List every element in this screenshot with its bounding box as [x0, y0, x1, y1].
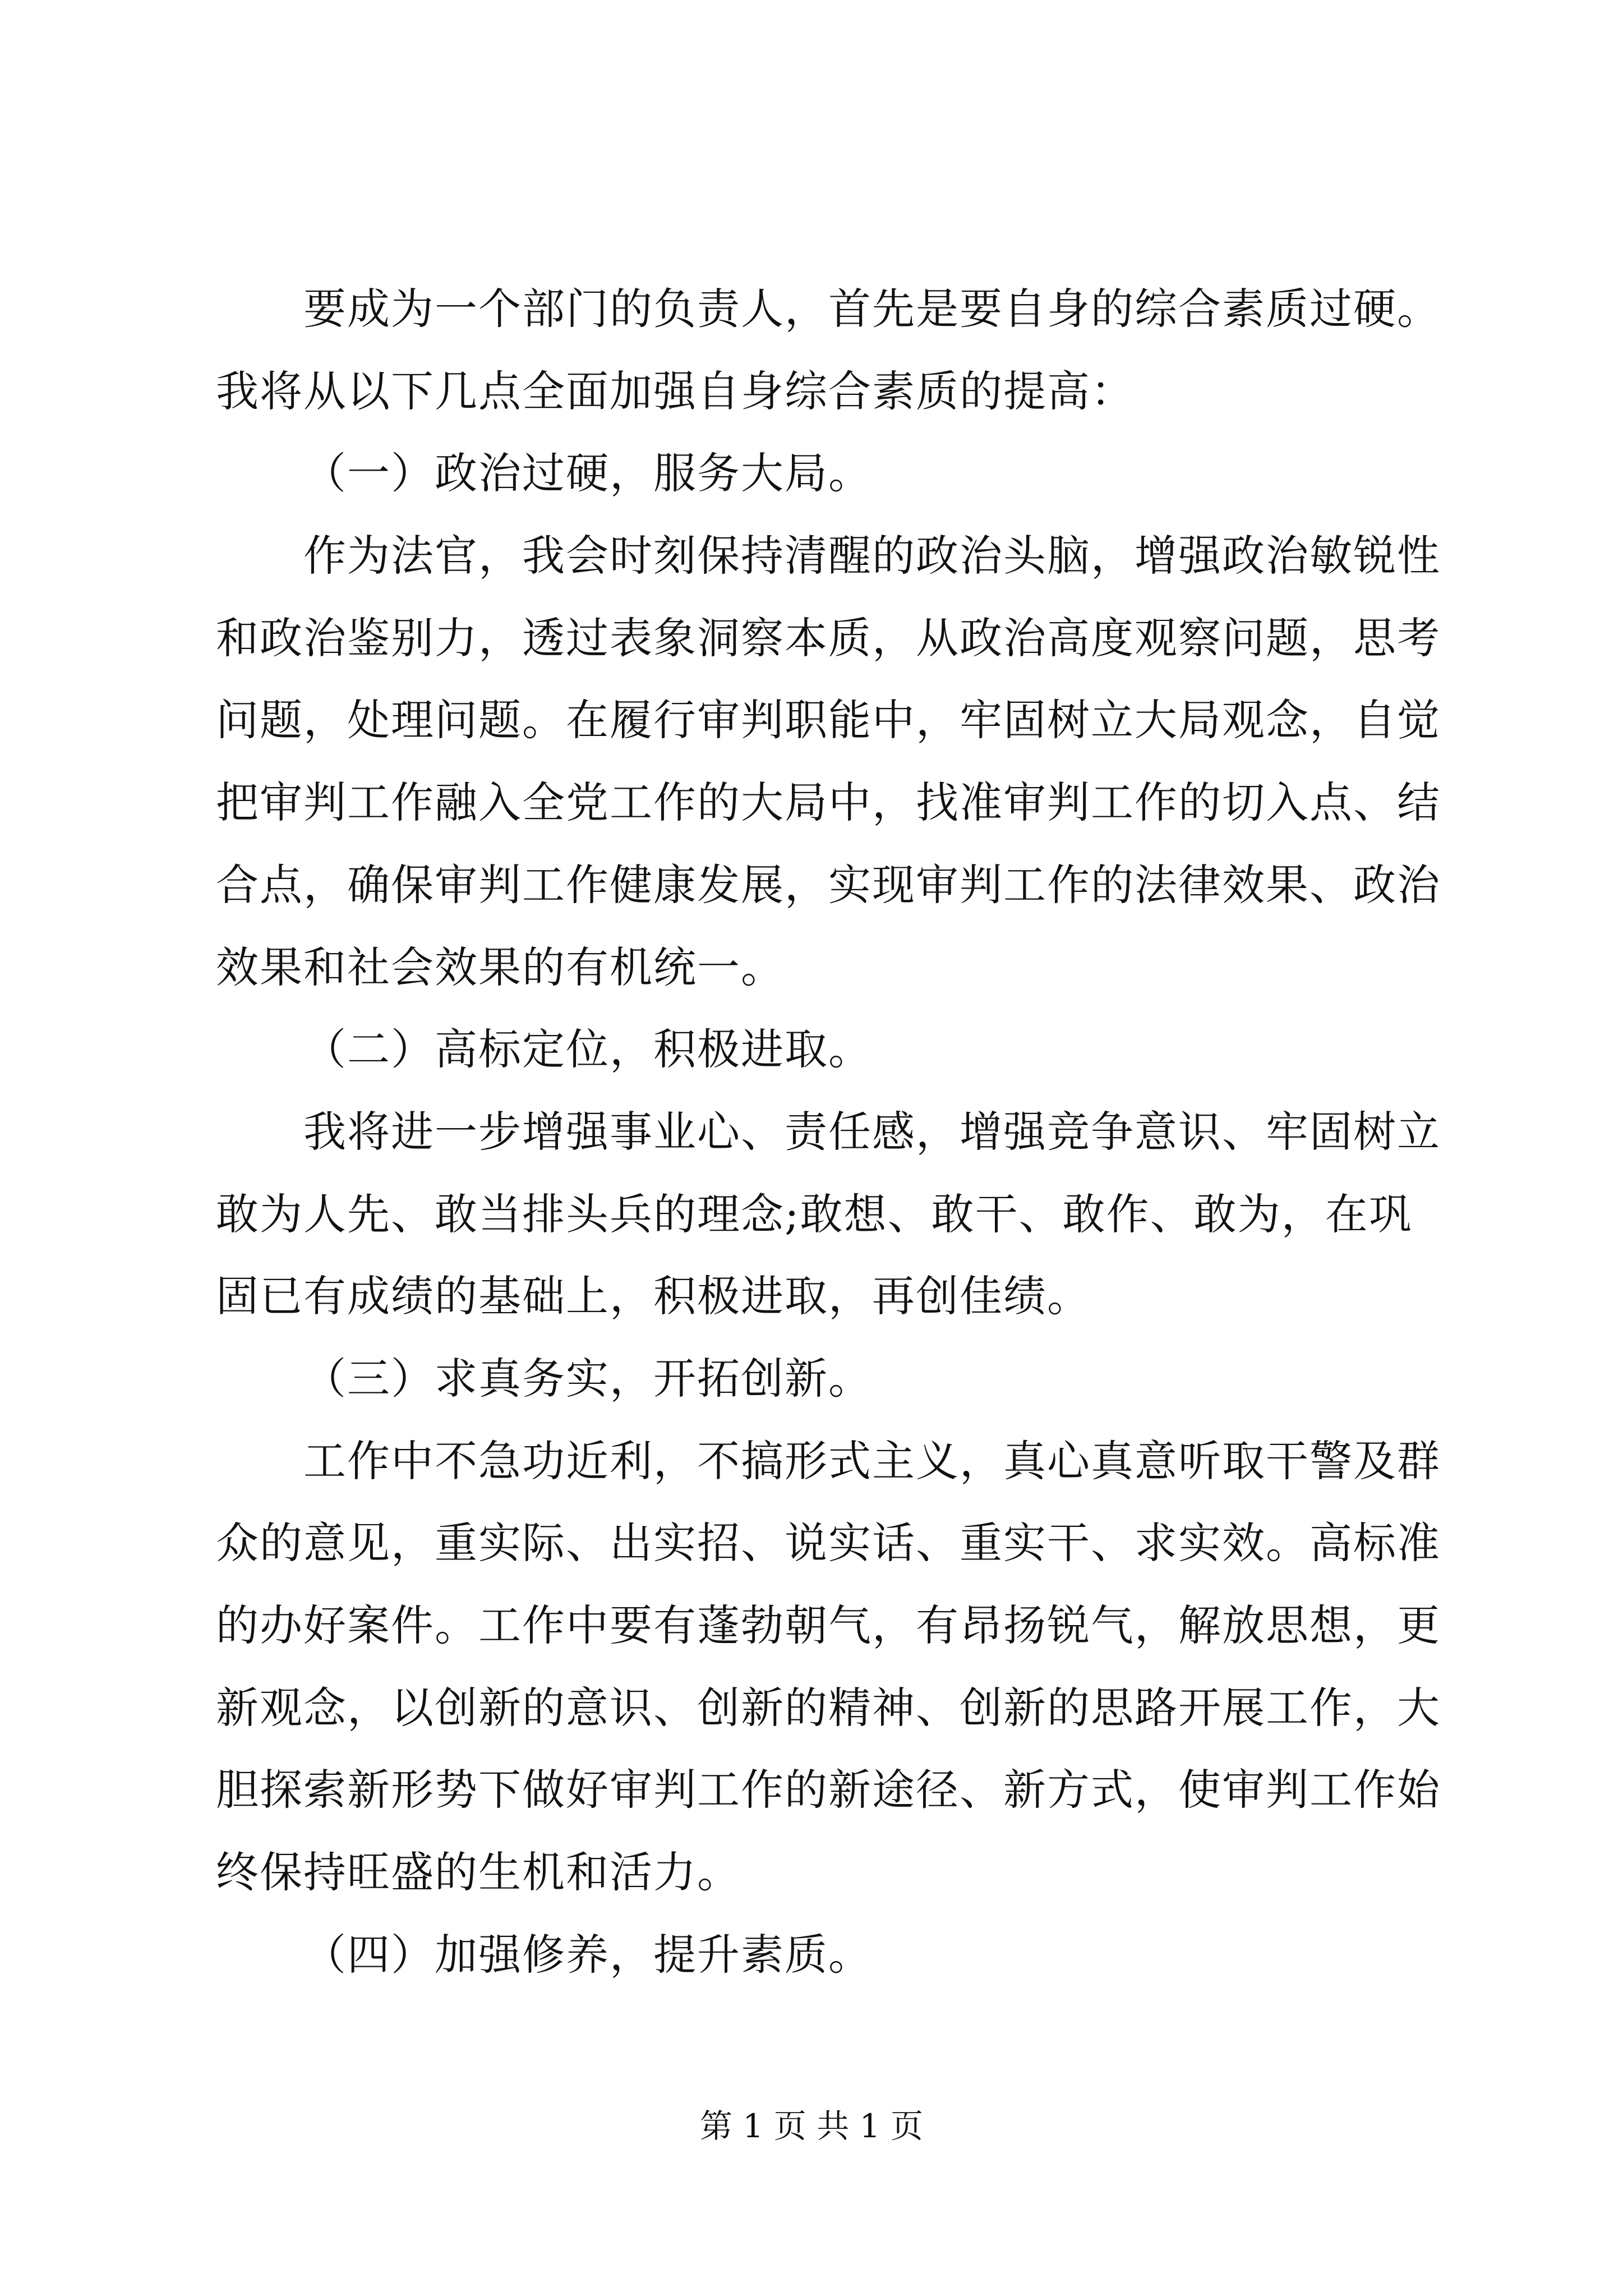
text-line: 问题，处理问题。在履行审判职能中，牢固树立大局观念，自觉	[216, 695, 1441, 746]
text-line: 新观念，以创新的意识、创新的精神、创新的思路开展工作，大	[216, 1682, 1441, 1733]
text-line: 众的意见，重实际、出实招、说实话、重实干、求实效。高标准	[216, 1518, 1441, 1568]
page-footer: 第 1 页 共 1 页	[700, 2107, 923, 2145]
text-line: 效果和社会效果的有机统一。	[216, 942, 785, 992]
text-line: 工作中不急功近利，不搞形式主义，真心真意听取干警及群	[303, 1435, 1441, 1486]
text-line: 固已有成绩的基础上，积极进取，再创佳绩。	[216, 1271, 1091, 1322]
text-line: （一）政治过硬，服务大局。	[303, 448, 872, 499]
text-line: 终保持旺盛的生机和活力。	[216, 1847, 741, 1898]
text-line: 我将进一步增强事业心、责任感，增强竞争意识、牢固树立	[303, 1106, 1441, 1157]
text-line: 作为法官，我会时刻保持清醒的政治头脑，增强政治敏锐性	[303, 531, 1441, 581]
text-line: 要成为一个部门的负责人，首先是要自身的综合素质过硬。	[303, 284, 1441, 334]
text-line: 的办好案件。工作中要有蓬勃朝气，有昂扬锐气，解放思想，更	[216, 1600, 1441, 1650]
text-line: （二）高标定位，积极进取。	[303, 1024, 872, 1075]
text-line: 胆探索新形势下做好审判工作的新途径、新方式，使审判工作始	[216, 1765, 1441, 1815]
text-line: 合点，确保审判工作健康发展，实现审判工作的法律效果、政治	[216, 859, 1441, 910]
text-line: （四）加强修养，提升素质。	[303, 1929, 872, 1980]
text-line: 和政治鉴别力，透过表象洞察本质，从政治高度观察问题，思考	[216, 613, 1441, 663]
text-line: 把审判工作融入全党工作的大局中，找准审判工作的切入点、结	[216, 777, 1441, 828]
text-line: （三）求真务实，开拓创新。	[303, 1353, 872, 1404]
text-line: 我将从以下几点全面加强自身综合素质的提高：	[216, 366, 1135, 416]
text-line: 敢为人先、敢当排头兵的理念;敢想、敢干、敢作、敢为，在巩	[216, 1189, 1413, 1239]
document-body	[216, 268, 1441, 1996]
